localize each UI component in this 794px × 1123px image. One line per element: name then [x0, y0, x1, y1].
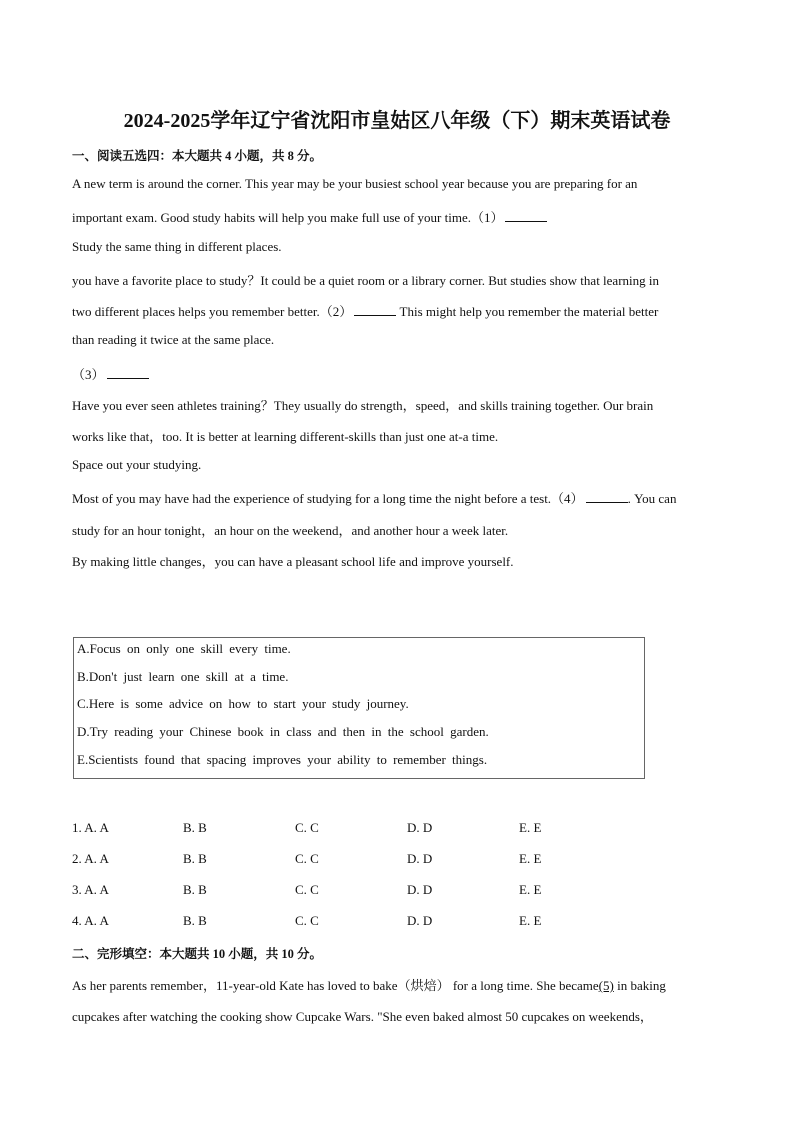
question-number: （3）: [72, 367, 105, 382]
passage-line: you have a favorite place to study？It could be a quiet room or a library corner. But studies show that learning in: [72, 273, 660, 288]
passage-line: By making little changes，you can have a pleasant school life and improve yourself.: [72, 554, 514, 569]
passage-line: [72, 975, 666, 994]
option-e: E.Scientists found that spacing improves your ability to remember things.: [77, 752, 488, 767]
section-heading-cloze: 二、完形填空：本大题共 10 小题，共 10 分。: [72, 947, 323, 961]
passage-line: works like that，too. It is better at learning different-skills than just one at-a time.: [72, 429, 499, 444]
question-number: (5): [598, 978, 614, 993]
choice-b[interactable]: B. B: [183, 882, 207, 897]
passage-text: . You can: [627, 491, 677, 506]
choice-b[interactable]: B. B: [183, 851, 207, 866]
passage-text: This might help you remember the material better: [396, 304, 659, 319]
passage-line: study for an hour tonight，an hour on the weekend，and another hour a week later.: [72, 523, 509, 538]
choice-d[interactable]: D. D: [407, 820, 433, 835]
passage-text: As her parents remember，11-year-old Kate has loved to bake（烘焙） for a long time. She became: [72, 978, 599, 993]
passage-line: [72, 364, 149, 383]
passage-text: Most of you may have had the experience of studying for a long time the night before a test.（4）: [72, 491, 584, 506]
passage-subheading: Study the same thing in different places.: [72, 239, 282, 254]
choice-c[interactable]: C. C: [295, 913, 319, 928]
choice-b[interactable]: B. B: [183, 820, 207, 835]
answer-blank[interactable]: [107, 377, 149, 379]
choice-e[interactable]: E. E: [519, 913, 542, 928]
options-box: [73, 637, 645, 779]
passage-text: in baking: [613, 978, 666, 993]
option-a: A.Focus on only one skill every time.: [77, 641, 291, 656]
choice-d[interactable]: D. D: [407, 882, 433, 897]
choice-a[interactable]: 3. A. A: [72, 882, 109, 897]
passage-line: Have you ever seen athletes training？They usually do strength，speed，and skills training together. Our brain: [72, 398, 654, 413]
choice-c[interactable]: C. C: [295, 820, 319, 835]
passage-text: two different places helps you remember better.（2）: [72, 304, 353, 319]
option-d: D.Try reading your Chinese book in class and then in the school garden.: [77, 724, 489, 739]
choice-c[interactable]: C. C: [295, 882, 319, 897]
passage-line: [72, 488, 676, 507]
section-heading-reading: 一、阅读五选四：本大题共 4 小题，共 8 分。: [72, 149, 323, 163]
page-title: 2024-2025学年辽宁省沈阳市皇姑区八年级（下）期末英语试卷: [123, 110, 671, 132]
choice-c[interactable]: C. C: [295, 851, 319, 866]
passage-subheading: Space out your studying.: [72, 457, 202, 472]
passage-text: important exam. Good study habits will help you make full use of your time.（1）: [72, 210, 504, 225]
choice-e[interactable]: E. E: [519, 820, 542, 835]
choice-e[interactable]: E. E: [519, 851, 542, 866]
choice-a[interactable]: 2. A. A: [72, 851, 109, 866]
answer-blank[interactable]: [354, 314, 396, 316]
passage-line: [72, 207, 547, 226]
choice-a[interactable]: 1. A. A: [72, 820, 109, 835]
passage-line: A new term is around the corner. This year may be your busiest school year because you are preparing for an: [72, 176, 638, 191]
choice-a[interactable]: 4. A. A: [72, 913, 109, 928]
passage-line: cupcakes after watching the cooking show Cupcake Wars. "She even baked almost 50 cupcakes on weekends，: [72, 1009, 653, 1024]
answer-blank[interactable]: [505, 220, 547, 222]
option-b: B.Don't just learn one skill at a time.: [77, 669, 289, 684]
passage-line: [72, 301, 658, 320]
choice-e[interactable]: E. E: [519, 882, 542, 897]
choice-d[interactable]: D. D: [407, 913, 433, 928]
option-c: C.Here is some advice on how to start your study journey.: [77, 696, 409, 711]
choice-d[interactable]: D. D: [407, 851, 433, 866]
answer-blank[interactable]: [586, 501, 628, 503]
choice-b[interactable]: B. B: [183, 913, 207, 928]
passage-line: than reading it twice at the same place.: [72, 332, 275, 347]
